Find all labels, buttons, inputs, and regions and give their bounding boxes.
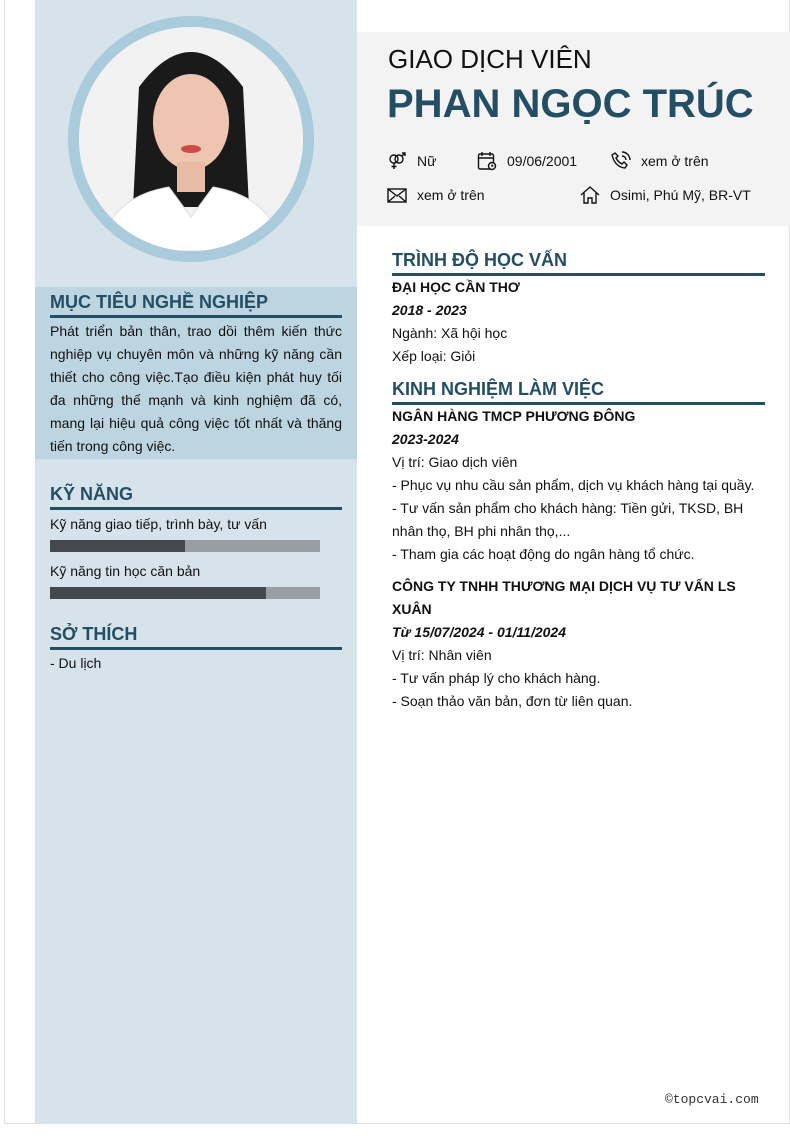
education-period: 2018 - 2023: [392, 302, 467, 318]
job-duty: - Tư vấn sản phẩm cho khách hàng: Tiền gửi, TKSD, BH nhân thọ, BH phi nhân thọ,...: [392, 500, 744, 539]
dob-value: 09/06/2001: [507, 153, 578, 169]
job-duty: - Phục vụ nhu cầu sản phẩm, dịch vụ khách hàng tại quầy.: [392, 477, 755, 493]
skill-bar: [50, 540, 320, 552]
address-value: Osimi, Phú Mỹ, BR-VT: [610, 187, 751, 203]
phone-icon: [611, 151, 631, 171]
education-heading: TRÌNH ĐỘ HỌC VẤN: [392, 248, 765, 276]
watermark-footer: ©topcvai.com: [665, 1092, 759, 1107]
skills-section: [50, 482, 342, 607]
company-name: CÔNG TY TNHH THƯƠNG MẠI DỊCH VỤ TƯ VẤN LS XUÂN: [392, 578, 736, 617]
hobbies-section: [50, 622, 342, 675]
home-icon: [580, 185, 600, 205]
gender-icon: [387, 151, 407, 171]
skills-heading: KỸ NĂNG: [50, 482, 342, 510]
job-position: Vị trí: Nhân viên: [392, 647, 492, 663]
address-info: [580, 185, 751, 205]
skill-bar-fill: [50, 540, 185, 552]
gender-value: Nữ: [417, 153, 437, 169]
gender-info: [387, 151, 436, 171]
job-period: Từ 15/07/2024 - 01/11/2024: [392, 624, 566, 640]
job-title: GIAO DỊCH VIÊN: [388, 44, 592, 74]
job-position: Vị trí: Giao dịch viên: [392, 454, 518, 470]
company-name: NGÂN HÀNG TMCP PHƯƠNG ĐÔNG: [392, 408, 636, 424]
header: [357, 32, 790, 226]
phone-value: xem ở trên: [641, 153, 709, 169]
school-name: ĐẠI HỌC CẦN THƠ: [392, 279, 520, 295]
hobby-item: - Du lịch: [50, 655, 102, 671]
objective-heading: MỤC TIÊU NGHỀ NGHIỆP: [50, 290, 342, 318]
envelope-icon: [387, 185, 407, 205]
experience-section: [392, 377, 765, 713]
hobbies-heading: SỞ THÍCH: [50, 622, 342, 650]
job-entry: [392, 575, 765, 713]
candidate-name: PHAN NGỌC TRÚC: [387, 82, 754, 126]
email-value: xem ở trên: [417, 187, 485, 203]
dob-info: [477, 151, 577, 171]
objective-section: [50, 290, 342, 458]
skill-bar: [50, 587, 320, 599]
email-info: [387, 185, 485, 205]
calendar-icon: [477, 151, 497, 171]
job-entry: [392, 405, 765, 566]
education-grade: Xếp loại: Giỏi: [392, 348, 476, 364]
objective-text: Phát triển bản thân, trao dồi thêm kiến thức nghiệp vụ chuyên môn và những kỹ năng cần thiết cho công việc.Tạo điều kiện phát huy tối đa những thế mạnh và kinh nghiệm đã có, mang lại hiệu quả công việc tốt nhất và thăng tiến trong công việc.: [50, 323, 342, 454]
education-section: [392, 248, 765, 368]
skill-bar-fill: [50, 587, 266, 599]
education-major: Ngành: Xã hội học: [392, 325, 508, 341]
phone-info: [611, 151, 709, 171]
job-duty: - Tư vấn pháp lý cho khách hàng.: [392, 670, 601, 686]
job-duty: - Tham gia các hoạt động do ngân hàng tổ chức.: [392, 546, 695, 562]
skill-label: Kỹ năng tin học căn bản: [50, 563, 201, 579]
profile-photo: [68, 16, 314, 262]
experience-heading: KINH NGHIỆM LÀM VIỆC: [392, 377, 765, 405]
skill-label: Kỹ năng giao tiếp, trình bày, tư vấn: [50, 516, 267, 532]
job-period: 2023-2024: [392, 431, 459, 447]
job-duty: - Soạn thảo văn bản, đơn từ liên quan.: [392, 693, 633, 709]
